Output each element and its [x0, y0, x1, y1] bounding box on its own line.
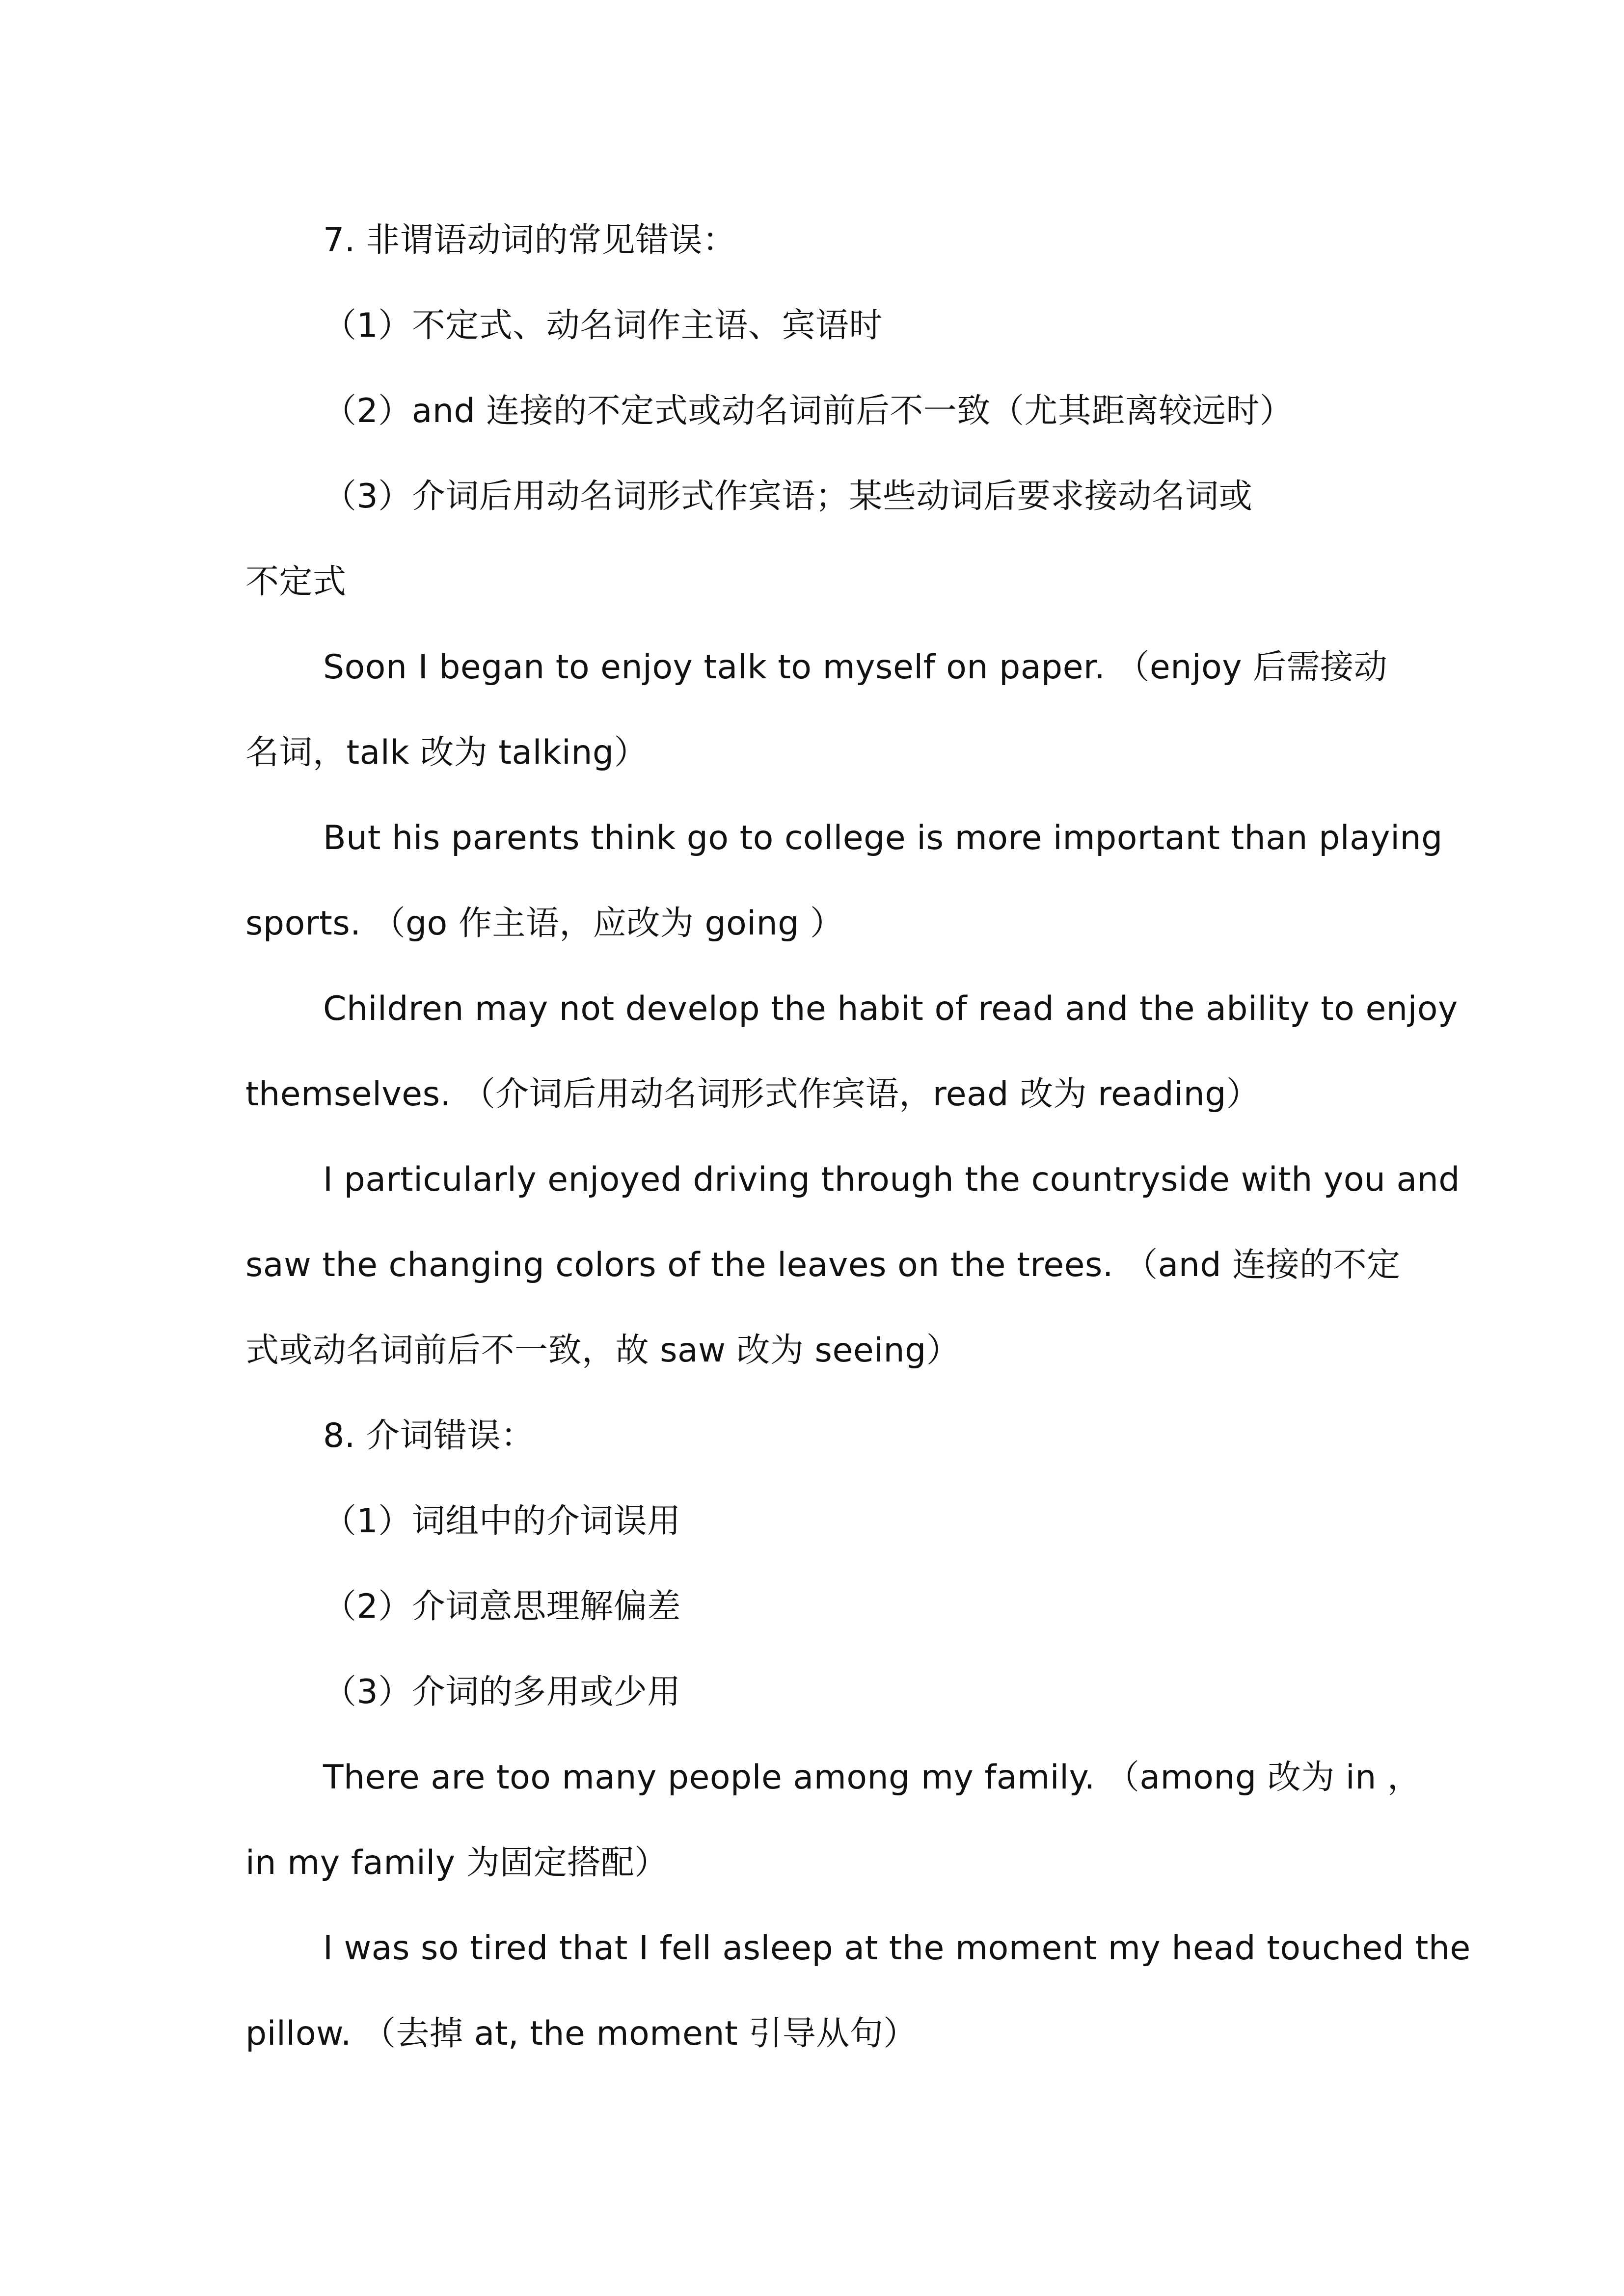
example-2: But his parents think go to college is more important than playing [323, 819, 1443, 857]
example-1-continued: 名词，talk 改为 talking） [245, 733, 648, 772]
section-7-heading: 7. 非谓语动词的常见错误： [323, 221, 736, 260]
example-6-continued: pillow. （去掉 at, the moment 引导从句） [245, 2014, 917, 2053]
example-5: There are too many people among my family. （among 改为 in ， [323, 1758, 1421, 1797]
example-3: Children may not develop the habit of read and the ability to enjoy [323, 989, 1458, 1028]
section-8-item-3: （3）介词的多用或少用 [323, 1673, 681, 1711]
section-8-item-2: （2）介词意思理解偏差 [323, 1587, 681, 1626]
example-1: Soon I began to enjoy talk to myself on paper. （enjoy 后需接动 [323, 648, 1388, 687]
section-7-item-1: （1）不定式、动名词作主语、宾语时 [323, 306, 883, 345]
example-5-continued: in my family 为固定搭配） [245, 1843, 668, 1882]
example-4-continued-2: 式或动名词前后不一致，故 saw 改为 seeing） [245, 1331, 960, 1370]
example-4: I particularly enjoyed driving through the countryside with you and [323, 1160, 1460, 1199]
example-4-continued-1: saw the changing colors of the leaves on the trees. （and 连接的不定 [245, 1246, 1401, 1284]
example-6: I was so tired that I fell asleep at the moment my head touched the [323, 1929, 1471, 1968]
example-3-continued: themselves. （介词后用动名词形式作宾语，read 改为 reading） [245, 1075, 1260, 1114]
section-8-heading: 8. 介词错误： [323, 1416, 535, 1455]
section-8-item-1: （1）词组中的介词误用 [323, 1502, 681, 1541]
section-7-item-3: （3）介词后用动名词形式作宾语；某些动词后要求接动名词或 [323, 477, 1253, 516]
section-7-item-3-continued: 不定式 [245, 562, 347, 601]
section-7-item-2: （2）and 连接的不定式或动名词前后不一致（尤其距离较远时） [323, 392, 1294, 430]
example-2-continued: sports. （go 作主语，应改为 going ） [245, 904, 844, 943]
